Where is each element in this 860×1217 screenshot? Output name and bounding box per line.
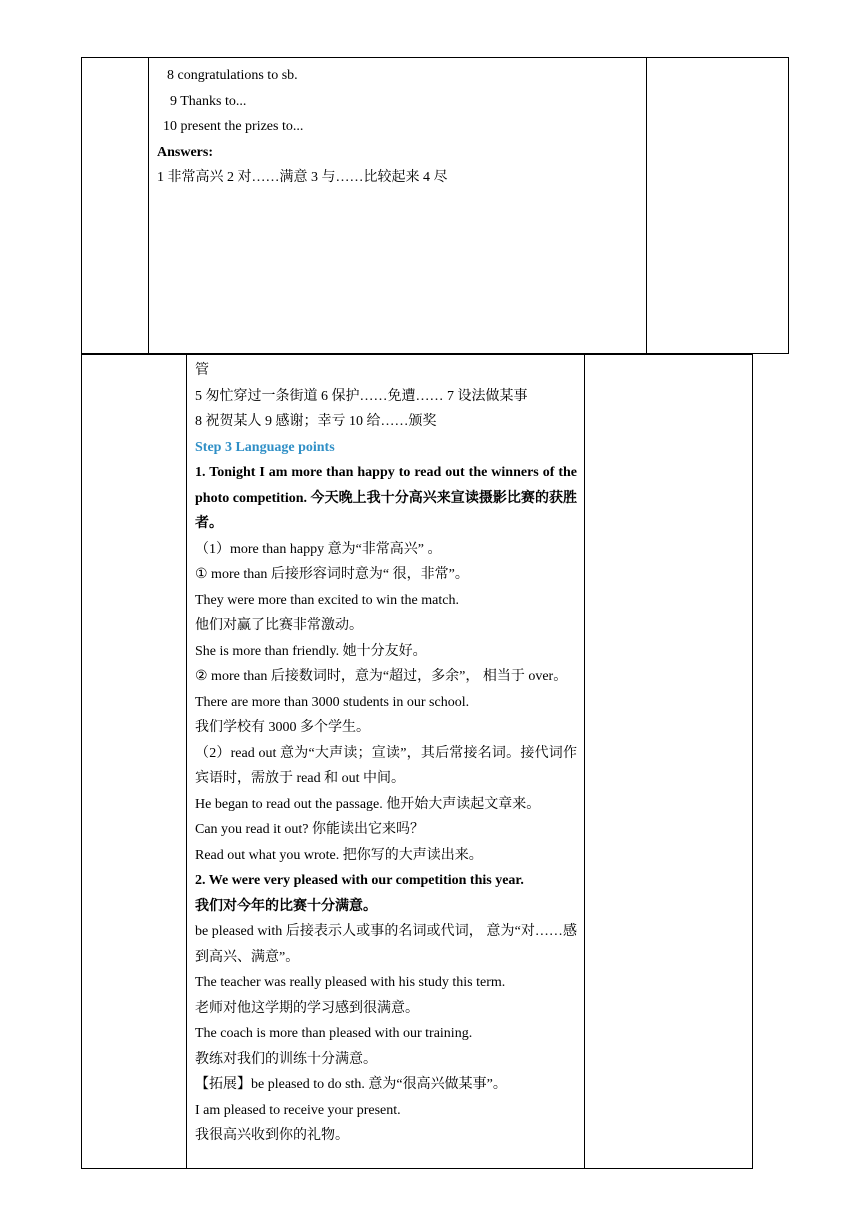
example-1-en: They were more than excited to win the match. xyxy=(195,592,459,608)
point-1-sub-1: （1）more than happy 意为“非常高兴” 。 xyxy=(195,541,442,557)
vocab-item-9: 9 Thanks to... xyxy=(170,93,247,109)
answers-continued-3: 8 祝贺某人 9 感谢；幸亏 10 给……颁奖 xyxy=(195,414,437,429)
example-2: She is more than friendly. 她十分友好。 xyxy=(195,643,427,659)
top-col-divider-2 xyxy=(646,58,647,353)
example-9-zh: 我很高兴收到你的礼物。 xyxy=(195,1128,349,1143)
point-1-title: 1. Tonight I am more than happy to read out the winners of the photo competition. 今天晚上我十分高兴来宣读摄影比赛的获胜者。 xyxy=(195,465,577,531)
top-table xyxy=(81,57,789,354)
example-3-en: There are more than 3000 students in our school. xyxy=(195,694,470,710)
example-7-zh: 老师对他这学期的学习感到很满意。 xyxy=(195,1000,419,1016)
example-8-en: The coach is more than pleased with our training. xyxy=(195,1026,473,1041)
answers-continued-1: 管 xyxy=(195,363,209,378)
example-3-zh: 我们学校有 3000 多个学生。 xyxy=(195,720,370,735)
point-1-note-2: ② more than 后接数词时，意为“超过，多余”， 相当于 over。 xyxy=(195,669,568,684)
point-2-title-zh: 我们对今年的比赛十分满意。 xyxy=(195,898,377,914)
example-6: Read out what you wrote. 把你写的大声读出来。 xyxy=(195,847,483,863)
example-8-zh: 教练对我们的训练十分满意。 xyxy=(195,1051,377,1067)
top-content-cell xyxy=(157,63,642,191)
example-1-zh: 他们对赢了比赛非常激动。 xyxy=(195,618,363,633)
step-3-heading: Step 3 Language points xyxy=(195,439,335,455)
example-5: Can you read it out? 你能读出它来吗？ xyxy=(195,822,425,837)
example-7-en: The teacher was really pleased with his study this term. xyxy=(195,975,506,990)
point-2-note: be pleased with 后接表示人或事的名词或代词， 意为“对……感到高兴、满意”。 xyxy=(195,924,577,965)
vocab-item-8: 8 congratulations to sb. xyxy=(167,68,298,83)
example-9-en: I am pleased to receive your present. xyxy=(195,1102,401,1118)
bottom-col-divider-1 xyxy=(186,355,187,1168)
extension-note: 【拓展】be pleased to do sth. 意为“很高兴做某事”。 xyxy=(195,1077,507,1092)
top-col-divider-1 xyxy=(148,58,149,353)
bottom-col-divider-2 xyxy=(584,355,585,1168)
answers-continued-2: 5 匆忙穿过一条街道 6 保护……免遭…… 7 设法做某事 xyxy=(195,388,528,404)
vocab-item-10: 10 present the prizes to... xyxy=(163,119,304,134)
answers-label: Answers: xyxy=(157,144,213,160)
main-content-cell xyxy=(195,358,577,1149)
bottom-table xyxy=(81,354,753,1169)
point-2-title-en: 2. We were very pleased with our competition this year. xyxy=(195,873,524,888)
point-1-sub-2: （2）read out 意为“大声读；宣读”，其后常接名词。接代词作宾语时，需放于 read 和 out 中间。 xyxy=(195,745,577,786)
answers-line: 1 非常高兴 2 对……满意 3 与……比较起来 4 尽 xyxy=(157,170,448,185)
example-4: He began to read out the passage. 他开始大声读起文章来。 xyxy=(195,796,541,812)
point-1-note-1: ① more than 后接形容词时意为“ 很，非常”。 xyxy=(195,567,469,582)
